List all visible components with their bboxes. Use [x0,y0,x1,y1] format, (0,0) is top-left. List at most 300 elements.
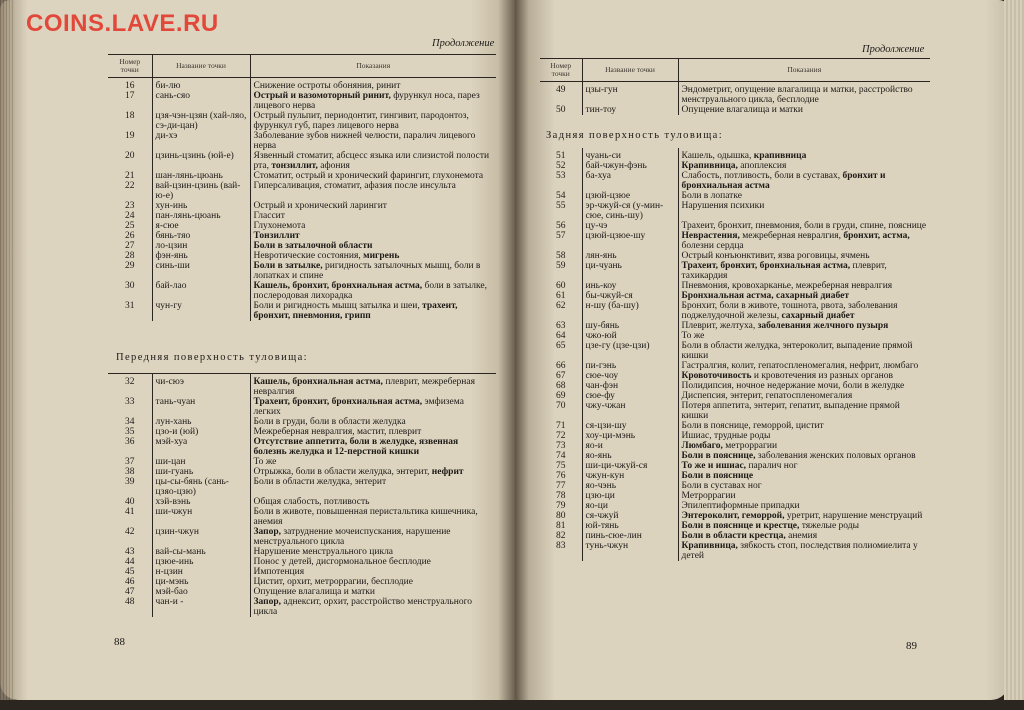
point-name: чун-гу [152,301,250,321]
section-title-back-torso: Задняя поверхность туловища: [546,130,724,141]
point-name: вай-цзин-цзинь (вай-ю-е) [152,181,250,201]
point-number: 38 [125,467,135,477]
indication-emphasis: бронхит и бронхиальная астма [681,171,886,191]
point-indications [250,281,496,301]
table-row [540,281,930,291]
table-row [540,148,930,161]
point-number: 64 [556,331,566,341]
header-number: Номер точки [540,59,582,82]
point-indications [678,431,930,441]
table-row [540,261,930,281]
point-number: 71 [556,421,566,431]
point-name: хэй-вэнь [152,497,250,507]
point-number: 28 [125,251,135,261]
point-indications [250,221,496,231]
indication-text: Понос у детей, дисгормональное бесплодие [253,557,431,567]
table-row [540,501,930,511]
indication-emphasis: Кровоточивость [681,371,752,381]
indication-emphasis: Боли в области крестца, [681,531,786,541]
point-number: 78 [556,491,566,501]
point-indications [250,78,496,92]
header-indications: Показания [250,55,496,78]
point-indications [678,281,930,291]
table-row [108,181,496,201]
indication-emphasis: Люмбаго, [681,441,723,451]
table-row [108,241,496,251]
point-indications [678,191,930,201]
indication-emphasis: тонзиллит, [271,161,318,171]
point-number: 20 [125,151,135,161]
point-indications [250,507,496,527]
indication-text: Опущение влагалища и матки [253,587,375,597]
point-number: 27 [125,241,135,251]
point-indications [678,291,930,301]
table-row [108,527,496,547]
point-indications [678,261,930,281]
point-number: 22 [125,181,135,191]
point-name: ло-цзин [152,241,250,251]
point-indications [250,437,496,457]
indication-text: Опущение влагалища и матки [681,105,803,115]
point-indications [250,467,496,477]
point-name: яо-чэнь [582,481,678,491]
point-number: 82 [556,531,566,541]
point-name: цзюе-инь [152,557,250,567]
indication-text: Боли в области желудка, энтероколит, выпадение прямой кишки [681,341,913,361]
indication-emphasis: Боли в затылочной области [253,241,373,251]
point-number: 62 [556,301,566,311]
point-indications [678,381,930,391]
point-indications [678,361,930,371]
point-number: 58 [556,251,566,261]
point-number: 35 [125,427,135,437]
point-indications [678,491,930,501]
point-indications [250,417,496,427]
table-row [108,221,496,231]
indication-emphasis: Отсутствие аппетита, боли в желудке, язвенная болезнь желудка и 12-перстной кишки [253,437,459,457]
table-row [540,82,930,106]
indication-emphasis: Боли в затылке, [253,261,323,271]
point-number: 19 [125,131,135,141]
indication-emphasis: Бронхиальная астма, сахарный диабет [681,291,849,301]
point-indications [678,331,930,341]
indication-text: Нарушение менструального цикла [253,547,394,557]
indication-text: боли в затылке, послеродовая лихорадка [253,281,487,301]
point-number: 83 [556,541,566,551]
point-name: ши-гуань [152,467,250,477]
point-number: 57 [556,231,566,241]
indication-text: тяжелые роды [799,521,859,531]
point-indications [678,461,930,471]
point-number: 40 [125,497,135,507]
point-indications [678,471,930,481]
point-indications [250,241,496,251]
point-name: хоу-ци-мэнь [582,431,678,441]
indication-emphasis: То же и ишиас, [681,461,747,471]
indication-emphasis: Крапивница, [681,541,738,551]
table-row [540,441,930,451]
point-number: 63 [556,321,566,331]
point-number: 32 [125,377,135,387]
indication-text: апоплексия [737,161,787,171]
table-header [108,55,496,78]
point-indications [250,301,496,321]
point-name: тунь-чжун [582,541,678,561]
point-name: цу-чэ [582,221,678,231]
indication-text: Снижение остроты обоняния, ринит [253,81,401,91]
header-indications: Показания [678,59,930,82]
table-row [540,371,930,381]
point-number: 66 [556,361,566,371]
indication-text: анемия [785,531,818,541]
table-row [540,391,930,401]
point-indications [250,587,496,597]
point-name: лян-янь [582,251,678,261]
point-name: бы-чжуй-ся [582,291,678,301]
point-number: 49 [556,85,566,95]
point-indications [250,427,496,437]
indication-text: Нарушения психики [681,201,765,211]
point-indications [250,151,496,171]
table-row [108,374,496,398]
table-row [108,231,496,241]
table-row [108,557,496,567]
point-indications [678,521,930,531]
point-number: 25 [125,221,135,231]
point-indications [678,531,930,541]
table-header [540,59,930,82]
table-row [540,251,930,261]
indication-emphasis: Тонзиллит [253,231,300,241]
point-number: 72 [556,431,566,441]
table-row [540,451,930,461]
indication-text: Импотенция [253,567,305,577]
table-row [540,321,930,331]
table-row [540,161,930,171]
points-table-right-top [540,58,930,115]
point-indications [250,577,496,587]
point-name: ци-мэнь [152,577,250,587]
table-row [108,131,496,151]
right-page-edges [1004,0,1024,700]
point-indications [678,171,930,191]
indication-text: плеврит, межреберная невралгия [253,377,475,397]
point-indications [678,391,930,401]
point-number: 76 [556,471,566,481]
indication-text: Общая слабость, потливость [253,497,370,507]
indication-text: Диспепсия, энтерит, гепатоспленомегалия [681,391,853,401]
point-number: 77 [556,481,566,491]
point-number: 60 [556,281,566,291]
table-row [108,301,496,321]
indication-text: Межреберная невралгия, мастит, плеврит [253,427,422,437]
table-row [540,291,930,301]
point-name: цзо-и (юй) [152,427,250,437]
table-row [540,471,930,481]
point-indications [678,401,930,421]
point-indications [250,374,496,398]
indication-emphasis: сахарный диабет [781,311,855,321]
indication-text: ригидность затылочных мышц, боли в лопатках и спине [253,261,481,281]
indication-text: Боли в суставах ног [681,481,762,491]
table-row [108,251,496,261]
indication-text: Метроррагии [681,491,736,501]
point-number: 21 [125,171,135,181]
table-row [540,491,930,501]
point-name: цзы-гун [582,82,678,106]
indication-text: фурункул носа, парез лицевого нерва [253,91,480,111]
header-name: Название точки [582,59,678,82]
point-name: цзя-чэн-цзян (хай-ляо, сэ-ди-цан) [152,111,250,131]
point-indications [678,481,930,491]
point-indications [250,527,496,547]
point-name: пан-лянь-цюань [152,211,250,221]
point-number: 44 [125,557,135,567]
indication-emphasis: нефрит [431,467,464,477]
table-row [108,91,496,111]
indication-text: Боли и ригидность мышц затылка и шеи, [253,301,423,311]
point-indications [250,397,496,417]
point-name: сюе-фу [582,391,678,401]
point-name: ши-ци-чжуй-ся [582,461,678,471]
point-indications [250,597,496,617]
table-row [108,457,496,467]
point-indications [678,231,930,251]
indication-emphasis: Острый и вазомоторный ринит, [253,91,391,101]
header-number: Номер точки [108,55,152,78]
indication-text: Цистит, орхит, метроррагии, бесплодие [253,577,413,587]
point-number: 75 [556,461,566,471]
indication-text: Ишиас, трудные роды [681,431,771,441]
point-name: я-сюе [152,221,250,231]
point-name: н-цзин [152,567,250,577]
indication-text: Боли в животе, повышенная перистальтика кишечника, анемия [253,507,478,527]
indication-emphasis: заболевания желчного пузыря [757,321,889,331]
indication-text: Эпилептиформные припадки [681,501,800,511]
point-number: 55 [556,201,566,211]
indication-text: и кровотечения из разных органов [751,371,893,381]
point-name: чжо-юй [582,331,678,341]
point-indications [678,161,930,171]
indication-text: Трахеит, бронхит, пневмония, боли в груди, спине, пояснице [681,221,927,231]
indication-text: Полидипсия, ночное недержание мочи, боли в желудке [681,381,905,391]
indication-text: паралич ног [746,461,798,471]
indication-emphasis: Энтероколит, геморрой, [681,511,785,521]
indication-text: зябкость стоп, последствия полиомиелита у детей [681,541,918,561]
table-row [540,361,930,371]
point-name: тин-тоу [582,105,678,115]
table-row [108,507,496,527]
point-number: 46 [125,577,135,587]
point-name: яо-ци [582,501,678,511]
point-number: 45 [125,567,135,577]
point-name: цзю-ци [582,491,678,501]
point-name: чжун-кун [582,471,678,481]
point-indications [250,171,496,181]
point-name: синь-ши [152,261,250,281]
point-name: ши-цан [152,457,250,467]
indication-text: уретрит, нарушение менструаций [784,511,923,521]
indication-text: аднексит, орхит, расстройство менструального цикла [253,597,472,617]
point-name: яо-янь [582,451,678,461]
point-indications [250,261,496,281]
table-row [108,417,496,427]
point-name: н-шу (ба-шу) [582,301,678,321]
points-table-left-top [108,54,496,321]
table-row [108,201,496,211]
point-name: цзюй-цзюе [582,191,678,201]
table-row [540,171,930,191]
indication-emphasis: Боли в пояснице [681,471,754,481]
watermark: COINS.LAVE.RU [26,10,219,37]
point-number: 16 [125,81,135,91]
table-row [108,211,496,221]
indication-text: эмфизема легких [253,397,464,417]
indication-text: Глухонемота [253,221,306,231]
point-number: 18 [125,111,135,121]
point-number: 33 [125,397,135,407]
table-row [540,401,930,421]
point-indications [250,251,496,261]
table-row [540,191,930,201]
point-indications [250,547,496,557]
table-row [108,547,496,557]
point-number: 29 [125,261,135,271]
point-indications [250,131,496,151]
point-name: сюе-чоу [582,371,678,381]
point-indications [678,221,930,231]
point-number: 81 [556,521,566,531]
point-number: 30 [125,281,135,291]
table-row [108,78,496,92]
point-name: чан-фэн [582,381,678,391]
table-row [540,461,930,471]
indication-text: заболевания женских половых органов [755,451,916,461]
point-indications [250,477,496,497]
point-name: мэй-хуа [152,437,250,457]
indication-text: То же [253,457,277,467]
point-name: яо-и [582,441,678,451]
section-title-front-torso: Передняя поверхность туловища: [116,352,308,363]
header-name: Название точки [152,55,250,78]
point-name: бянь-тяо [152,231,250,241]
indication-text: Острый пульпит, периодонтит, гингивит, пародонтоз, фурункул губ, парез лицевого нерва [253,111,469,131]
point-number: 79 [556,501,566,511]
point-number: 17 [125,91,135,101]
point-name: ци-чуань [582,261,678,281]
point-name: ди-хэ [152,131,250,151]
point-indications [678,301,930,321]
point-name: пинь-сюе-лин [582,531,678,541]
table-row [108,171,496,181]
indication-emphasis: трахеит, бронхит, пневмония, грипп [253,301,458,321]
point-name: эр-чжуй-ся (у-мин-сюе, синь-шу) [582,201,678,221]
table-row [540,431,930,441]
point-name: ши-чжун [152,507,250,527]
point-indications [678,321,930,331]
point-name: мэй-бао [152,587,250,597]
point-indications [678,501,930,511]
table-row [540,381,930,391]
indication-text: Боли в лопатке [681,191,742,201]
left-page-edges [0,0,14,700]
point-indications [250,111,496,131]
indication-text: Невротические состояния, [253,251,364,261]
point-indications [250,567,496,577]
indication-emphasis: крапивница [753,151,807,161]
point-name: пи-гэнь [582,361,678,371]
table-row [540,221,930,231]
table-row [108,497,496,507]
indication-text: Стоматит, острый и хронический фарингит, глухонемота [253,171,484,181]
table-row [108,281,496,301]
indication-text: Боли в груди, боли в области желудка [253,417,406,427]
point-number: 24 [125,211,135,221]
point-indications [678,441,930,451]
point-number: 42 [125,527,135,537]
point-name: тань-чуан [152,397,250,417]
table-row [540,341,930,361]
table-row [540,511,930,521]
table-row [108,587,496,597]
table-row [540,421,930,431]
indication-emphasis: Кашель, бронхиальная астма, [253,377,383,387]
point-name: цзюй-цзюе-шу [582,231,678,251]
point-name: хун-инь [152,201,250,211]
point-number: 43 [125,547,135,557]
indication-emphasis: Неврастения, [681,231,740,241]
point-number: 51 [556,151,566,161]
table-row [108,477,496,497]
table-row [108,567,496,577]
point-number: 48 [125,597,135,607]
point-number: 54 [556,191,566,201]
point-number: 61 [556,291,566,301]
point-indications [678,451,930,461]
point-indications [250,457,496,467]
point-number: 59 [556,261,566,271]
point-name: шан-лянь-цюань [152,171,250,181]
table-row [108,151,496,171]
point-name: цзинь-цзинь (юй-е) [152,151,250,171]
indication-text: затруднение мочеиспускания, нарушение менструального цикла [253,527,451,547]
point-number: 69 [556,391,566,401]
point-name: цзе-гу (цзе-цзи) [582,341,678,361]
point-indications [250,557,496,567]
point-name: сань-сяо [152,91,250,111]
indication-text: Плеврит, желтуха, [681,321,758,331]
indication-text: болезни сердца [681,241,744,251]
point-number: 70 [556,401,566,411]
point-indications [678,82,930,106]
point-number: 80 [556,511,566,521]
point-name: вай-сы-мань [152,547,250,557]
indication-text: Острый конъюнктивит, язва роговицы, ячмень [681,251,870,261]
indication-emphasis: мигрень [363,251,400,261]
indication-text: Слабость, потливость, боли в суставах, [681,171,843,181]
table-row [540,531,930,541]
indication-text: метроррагии [722,441,778,451]
point-number: 36 [125,437,135,447]
point-name: инь-коу [582,281,678,291]
point-name: би-лю [152,78,250,92]
points-table-left-bottom [108,373,496,617]
indication-emphasis: Крапивница, [681,161,738,171]
point-number: 47 [125,587,135,597]
indication-text: Заболевание зубов нижней челюсти, паралич лицевого нерва [253,131,476,151]
point-indications [250,91,496,111]
point-name: шу-бянь [582,321,678,331]
